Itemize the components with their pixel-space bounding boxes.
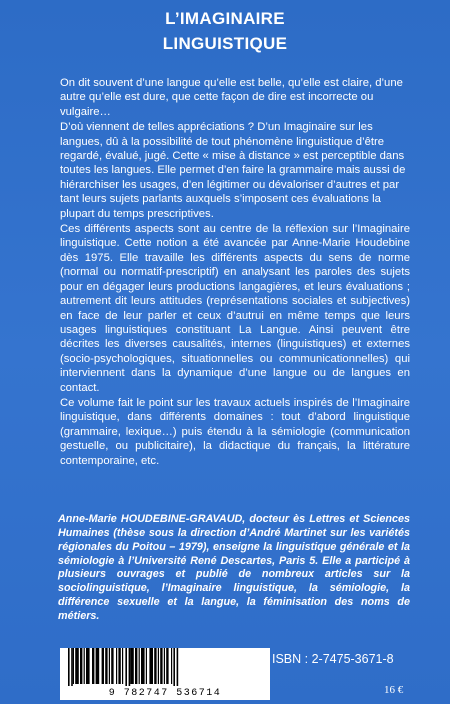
barcode-bar <box>154 648 156 684</box>
barcode-bar <box>118 648 120 684</box>
barcode-bar <box>158 648 159 684</box>
blurb-paragraph-4: Ce volume fait le point sur les travaux actuels inspirés de l’Imaginaire linguistique, dans différents domaines : tout d’abord linguistique (grammaire, lexique…) puis étendu à la sémiologie (communication gestuelle, ou publicitaire), la didactique du français, la littérature contemporaine, etc. <box>60 396 410 467</box>
barcode-bar <box>84 648 85 684</box>
barcode-bar <box>122 648 123 684</box>
barcode-bar <box>141 648 145 684</box>
barcode-bars <box>66 648 264 686</box>
title-line-2: LINGUISTIQUE <box>162 34 288 53</box>
barcode-bar <box>125 648 127 686</box>
blurb <box>60 76 410 468</box>
title-line-1: L’IMAGINAIRE <box>165 9 285 28</box>
barcode-bar <box>96 648 100 684</box>
barcode-bar <box>173 648 175 686</box>
blurb-paragraph-1: On dit souvent d’une langue qu’elle est belle, qu’elle est claire, d’une autre qu’elle est dure, que cette façon de dire est incorrecte ou vulgaire… <box>60 77 403 118</box>
blurb-paragraph-2: D’où viennent de telles appréciations ? D’un Imaginaire sur les langues, dû à la possibilité de tout phénomène linguistique d’être regardé, évalué, jugé. Cette « mise à distance » est perceptible dans toutes les langues. Elle permet d’en faire la grammaire mais aussi de hiérarchiser les usages, d’en légitimer ou dévaloriser d’autres et par tant leurs sujets parlants auxquels s’imposent ces évaluations la plupart du temps prescriptives. <box>60 121 406 220</box>
author-bio: Anne-Marie HOUDEBINE-GRAVAUD, docteur ès Lettres et Sciences Humaines (thèse sous la direction d’André Martinet sur les variétés régionales du Poitou – 1979), enseigne la linguistique générale et la sémiologie à l’Université René Descartes, Paris 5. Elle a participé à plusieurs ouvrages et publié de nombreux articles sur la sociolinguistique, l’Imaginaire linguistique, la sémiologie, la différence sexuelle et la langue, la féminisation des noms de métiers. <box>58 512 410 623</box>
blurb-paragraph-3: Ces différents aspects sont au centre de la réflexion sur l’Imaginaire linguistique. Cette notion a été avancée par Anne-Marie Houdebine dès 1975. Elle travaille les différents aspects du sens de norme (normal ou normatif-prescriptif) en analysant les paroles des sujets pour en dégager leurs productions langagières, et leurs évaluations ; autrement dit leurs attitudes (représentations sociales et subjectives) en face de leur parler et ceux d’autrui en même temps que leurs usages linguistiques constituant La Langue. Ainsi peuvent être décrites les diverses causalités, internes (linguistiques) et externes (socio-psychologiques, situationnelles ou communicationnelles) qui interviennent dans la dynamique d’une langue ou de langues en contact. <box>60 223 410 394</box>
barcode-bar <box>68 648 70 686</box>
barcode-bar <box>73 648 74 684</box>
barcode-bar <box>86 648 90 684</box>
barcode-bar <box>146 648 147 684</box>
barcode-bar <box>102 648 104 684</box>
barcode-bar <box>160 648 162 684</box>
isbn: ISBN : 2-7475-3671-8 <box>272 652 394 666</box>
barcode-bar <box>75 648 79 684</box>
barcode-bar <box>71 648 73 686</box>
barcode-bar <box>92 648 94 684</box>
barcode-bar <box>111 648 113 684</box>
barcode-bar <box>139 648 140 684</box>
price: 16 € <box>384 684 404 696</box>
barcode-bar <box>135 648 137 684</box>
barcode <box>60 648 270 700</box>
barcode-bar <box>80 648 82 684</box>
barcode-digits: 9 782747 536714 <box>108 688 222 699</box>
barcode-bar <box>129 648 131 686</box>
barcode-bar <box>109 648 110 684</box>
barcode-bar <box>105 648 107 684</box>
book-title <box>0 6 450 56</box>
barcode-bar <box>149 648 153 684</box>
barcode-bar <box>171 648 172 684</box>
barcode-bar <box>177 648 179 686</box>
barcode-bar <box>166 648 168 684</box>
barcode-bar <box>116 648 117 684</box>
barcode-bar <box>130 648 134 684</box>
barcode-bar <box>164 648 165 684</box>
